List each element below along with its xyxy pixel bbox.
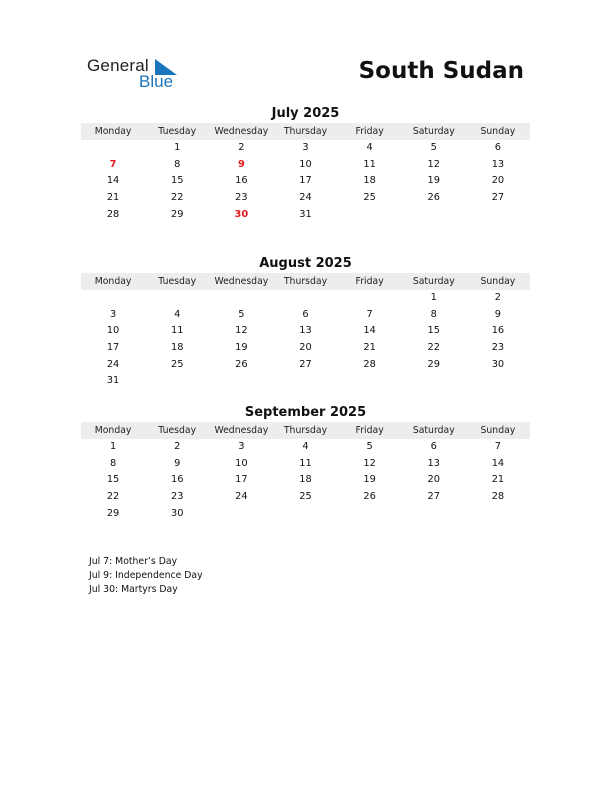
weekday-label: Saturday — [412, 425, 455, 436]
month-august — [81, 256, 530, 390]
day-cell: 8 — [174, 158, 181, 170]
holiday-note: Jul 9: Independence Day — [89, 569, 203, 581]
weekday-label: Friday — [355, 276, 384, 287]
weekday-label: Wednesday — [214, 126, 269, 137]
day-cell: 14 — [491, 457, 505, 469]
day-cell: 10 — [299, 158, 312, 170]
day-cell: 17 — [106, 342, 120, 354]
day-cell: 9 — [494, 308, 502, 320]
month-july — [81, 106, 530, 223]
logo-text-blue: Blue — [139, 72, 174, 91]
month-title: August 2025 — [259, 256, 352, 271]
weekday-label: Saturday — [412, 276, 455, 287]
empty-day-cell — [81, 290, 145, 307]
day-cell: 25 — [299, 491, 312, 503]
day-cell: 11 — [299, 457, 312, 469]
month-title: September 2025 — [244, 405, 367, 420]
day-cell: 18 — [299, 474, 312, 486]
month-title: July 2025 — [271, 106, 340, 121]
weekday-label: Sunday — [480, 425, 516, 436]
day-cell: 22 — [106, 491, 120, 503]
day-cell: 13 — [299, 325, 312, 337]
day-cell: 25 — [363, 192, 376, 204]
day-cell: 10 — [106, 325, 120, 337]
day-cell: 26 — [427, 192, 440, 204]
day-cell: 18 — [363, 175, 376, 187]
day-cell: 6 — [494, 142, 502, 153]
day-cell: 14 — [106, 175, 120, 187]
day-cell: 15 — [427, 325, 440, 337]
day-cell: 9 — [174, 457, 181, 469]
day-cell: 17 — [299, 175, 312, 187]
country-title: South Sudan — [358, 58, 524, 84]
day-cell: 4 — [366, 142, 373, 153]
day-cell: 23 — [170, 491, 184, 503]
weekday-label: Sunday — [480, 126, 516, 137]
logo-text-general: General — [87, 56, 149, 75]
weekday-label: Wednesday — [214, 425, 269, 436]
day-cell: 31 — [299, 208, 312, 220]
day-cell: 17 — [235, 474, 248, 486]
empty-day-cell — [145, 290, 209, 307]
day-cell: 12 — [363, 457, 376, 469]
day-cell: 3 — [238, 441, 245, 452]
weekday-label: Thursday — [283, 425, 328, 436]
holiday-day-cell: 30 — [234, 208, 249, 220]
day-cell: 29 — [106, 507, 120, 519]
empty-day-cell — [273, 290, 337, 307]
day-cell: 24 — [106, 358, 120, 370]
day-cell: 23 — [491, 342, 505, 354]
day-cell: 5 — [430, 142, 437, 153]
day-cell: 2 — [494, 292, 502, 303]
holiday-day-cell: 7 — [109, 158, 117, 170]
day-cell: 2 — [174, 441, 181, 452]
day-cell: 26 — [235, 358, 248, 370]
day-cell: 6 — [302, 308, 309, 320]
day-cell: 19 — [427, 175, 440, 187]
weekday-label: Saturday — [412, 126, 455, 137]
day-cell: 30 — [170, 507, 184, 519]
day-cell: 13 — [491, 158, 505, 170]
day-grid — [81, 140, 530, 223]
day-cell: 11 — [170, 325, 184, 337]
day-cell: 2 — [238, 142, 245, 153]
day-cell: 1 — [430, 292, 437, 303]
day-cell: 12 — [235, 325, 248, 337]
day-cell: 26 — [363, 491, 376, 503]
day-cell: 15 — [170, 175, 184, 187]
day-cell: 1 — [174, 142, 181, 153]
day-cell: 22 — [427, 342, 440, 354]
day-cell: 11 — [363, 158, 376, 170]
day-cell: 31 — [106, 375, 120, 387]
day-cell: 8 — [109, 457, 117, 469]
day-cell: 28 — [363, 358, 376, 370]
day-cell: 5 — [238, 308, 245, 320]
day-cell: 7 — [494, 441, 502, 452]
weekday-label: Wednesday — [214, 276, 269, 287]
day-cell: 5 — [366, 441, 373, 452]
day-cell: 27 — [427, 491, 440, 503]
weekday-header — [81, 422, 530, 439]
day-cell: 19 — [235, 342, 248, 354]
day-cell: 4 — [302, 441, 309, 452]
day-cell: 21 — [491, 474, 505, 486]
day-cell: 18 — [170, 342, 184, 354]
day-cell: 3 — [302, 142, 309, 153]
empty-day-cell — [209, 290, 273, 307]
weekday-label: Monday — [94, 425, 132, 436]
day-cell: 25 — [170, 358, 184, 370]
holiday-notes — [89, 555, 203, 596]
day-cell: 8 — [430, 308, 437, 320]
weekday-header — [81, 123, 530, 140]
logo — [87, 56, 187, 92]
day-cell: 15 — [106, 474, 120, 486]
holiday-note: Jul 30: Martyrs Day — [89, 583, 178, 595]
day-cell: 27 — [491, 192, 505, 204]
day-cell: 1 — [109, 441, 117, 452]
day-cell: 20 — [427, 474, 440, 486]
day-cell: 10 — [235, 457, 248, 469]
day-cell: 23 — [235, 192, 248, 204]
day-cell: 14 — [363, 325, 376, 337]
day-cell: 21 — [363, 342, 376, 354]
day-cell: 21 — [106, 192, 120, 204]
day-cell: 4 — [174, 308, 181, 320]
day-grid — [81, 439, 530, 522]
day-grid — [81, 290, 530, 390]
empty-day-cell — [81, 140, 145, 157]
weekday-label: Monday — [94, 126, 132, 137]
weekday-label: Tuesday — [158, 276, 197, 287]
weekday-header — [81, 273, 530, 290]
day-cell: 13 — [427, 457, 440, 469]
day-cell: 6 — [430, 441, 437, 452]
weekday-label: Thursday — [283, 276, 328, 287]
day-cell: 28 — [106, 208, 120, 220]
empty-day-cell — [338, 290, 402, 307]
day-cell: 20 — [299, 342, 312, 354]
day-cell: 24 — [299, 192, 312, 204]
day-cell: 20 — [491, 175, 505, 187]
day-cell: 16 — [170, 474, 184, 486]
weekday-label: Tuesday — [158, 126, 197, 137]
day-cell: 16 — [491, 325, 505, 337]
day-cell: 30 — [491, 358, 505, 370]
day-cell: 7 — [366, 308, 373, 320]
weekday-label: Friday — [355, 425, 384, 436]
day-cell: 3 — [109, 308, 117, 320]
day-cell: 16 — [235, 175, 248, 187]
day-cell: 28 — [491, 491, 505, 503]
weekday-label: Monday — [94, 276, 132, 287]
weekday-label: Sunday — [480, 276, 516, 287]
weekday-label: Tuesday — [158, 425, 197, 436]
day-cell: 24 — [235, 491, 248, 503]
weekday-label: Thursday — [283, 126, 328, 137]
month-september — [81, 405, 530, 522]
day-cell: 22 — [170, 192, 184, 204]
day-cell: 29 — [427, 358, 440, 370]
weekday-label: Friday — [355, 126, 384, 137]
day-cell: 12 — [427, 158, 440, 170]
day-cell: 29 — [170, 208, 184, 220]
holiday-day-cell: 9 — [237, 158, 245, 170]
day-cell: 19 — [363, 474, 376, 486]
day-cell: 27 — [299, 358, 312, 370]
holiday-note: Jul 7: Mother’s Day — [89, 556, 178, 567]
